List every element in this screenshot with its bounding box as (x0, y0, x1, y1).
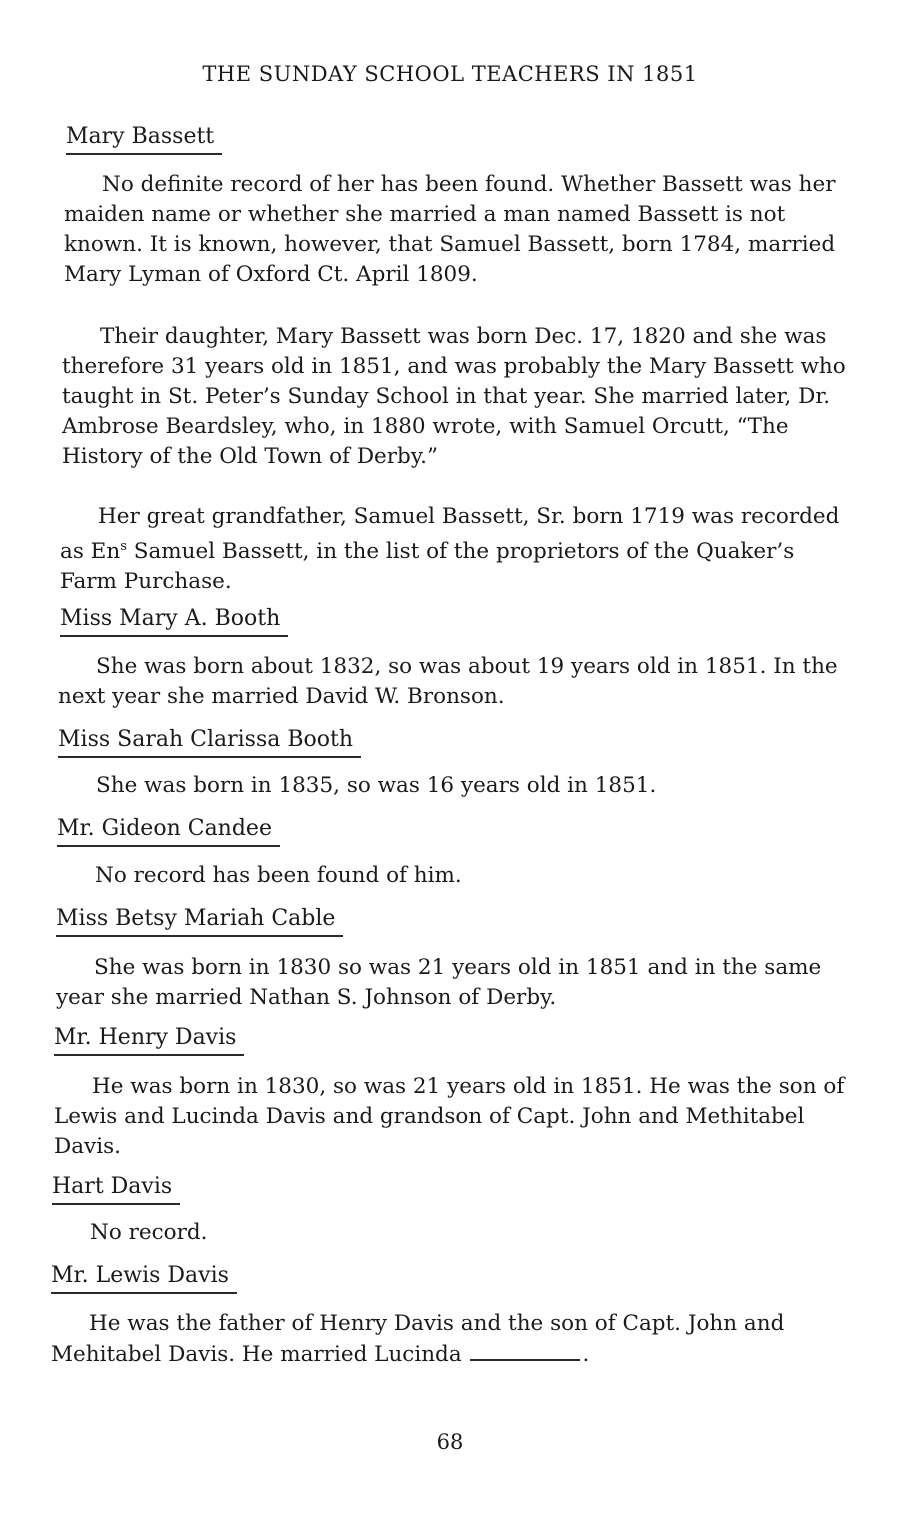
text-run: . (582, 1342, 590, 1367)
text-run: He was the father of Henry Davis and the son of Capt. John and Mehitabel Davis. He married Lucinda (51, 1311, 785, 1367)
entry-body (54, 1072, 854, 1162)
entry-body (58, 771, 858, 801)
paragraph: He was born in 1830, so was 21 years old in 1851. He was the son of Lewis and Lucinda Davis and grandson of Capt. John and Methitabel Davis. (54, 1074, 845, 1159)
page-number: 68 (436, 1430, 464, 1454)
entry-mary-bassett (66, 124, 866, 155)
entry-henry-davis (54, 1025, 244, 1056)
superscript: s (120, 539, 127, 554)
entry-sarah-clarissa-booth (58, 727, 361, 758)
entry-name: Mary Bassett (66, 124, 222, 155)
text-run: Samuel Bassett, in the list of the proprietors of the Quaker’s Farm Purchase. (60, 539, 795, 595)
entry-lewis-davis (51, 1263, 237, 1294)
entry-name: Mr. Henry Davis (54, 1025, 244, 1056)
entry-body (58, 652, 858, 712)
paragraph: She was born in 1835, so was 16 years old in 1851. (96, 773, 657, 798)
entry-body (62, 322, 864, 472)
blank-line (470, 1339, 580, 1361)
entry-gideon-candee (57, 816, 280, 847)
paragraph: No record has been found of him. (95, 863, 462, 888)
entry-hart-davis (52, 1174, 180, 1205)
entry-name: Miss Mary A. Booth (60, 606, 288, 637)
entry-body (56, 953, 851, 1013)
paragraph (51, 1309, 841, 1370)
entry-mary-a-booth (60, 606, 288, 637)
entry-name: Miss Betsy Mariah Cable (56, 906, 343, 937)
entry-body (60, 502, 850, 597)
paragraph: Their daughter, Mary Bassett was born Dec. 17, 1820 and she was therefore 31 years old in 1851, and was probably the Mary Bassett who taught in St. Peter’s Sunday School in that year. She married later, Dr. Ambrose Beardsley, who, in 1880 wrote, with Samuel Orcutt, “The History of the Old Town of Derby.” (62, 324, 846, 469)
text-run: Her great grandfather, Samuel Bassett, Sr. born 1719 was recorded as En (60, 504, 840, 565)
entry-body (57, 861, 857, 891)
entry-name: Hart Davis (52, 1174, 180, 1205)
entry-body (64, 170, 854, 290)
entry-body (52, 1218, 852, 1248)
entry-betsy-mariah-cable (56, 906, 343, 937)
paragraph: No definite record of her has been found. Whether Bassett was her maiden name or whether she married a man named Bassett is not known. It is known, however, that Samuel Bassett, born 1784, married Mary Lyman of Oxford Ct. April 1809. (64, 172, 836, 287)
paragraph: She was born in 1830 so was 21 years old in 1851 and in the same year she married Nathan S. Johnson of Derby. (56, 955, 822, 1010)
paragraph (60, 502, 850, 597)
entry-name: Mr. Gideon Candee (57, 816, 280, 847)
page-header: THE SUNDAY SCHOOL TEACHERS IN 1851 (202, 62, 698, 86)
entry-body (51, 1309, 841, 1370)
paragraph: No record. (90, 1220, 208, 1245)
paragraph: She was born about 1832, so was about 19 years old in 1851. In the next year she married David W. Bronson. (58, 654, 838, 709)
entry-name: Miss Sarah Clarissa Booth (58, 727, 361, 758)
entry-name: Mr. Lewis Davis (51, 1263, 237, 1294)
